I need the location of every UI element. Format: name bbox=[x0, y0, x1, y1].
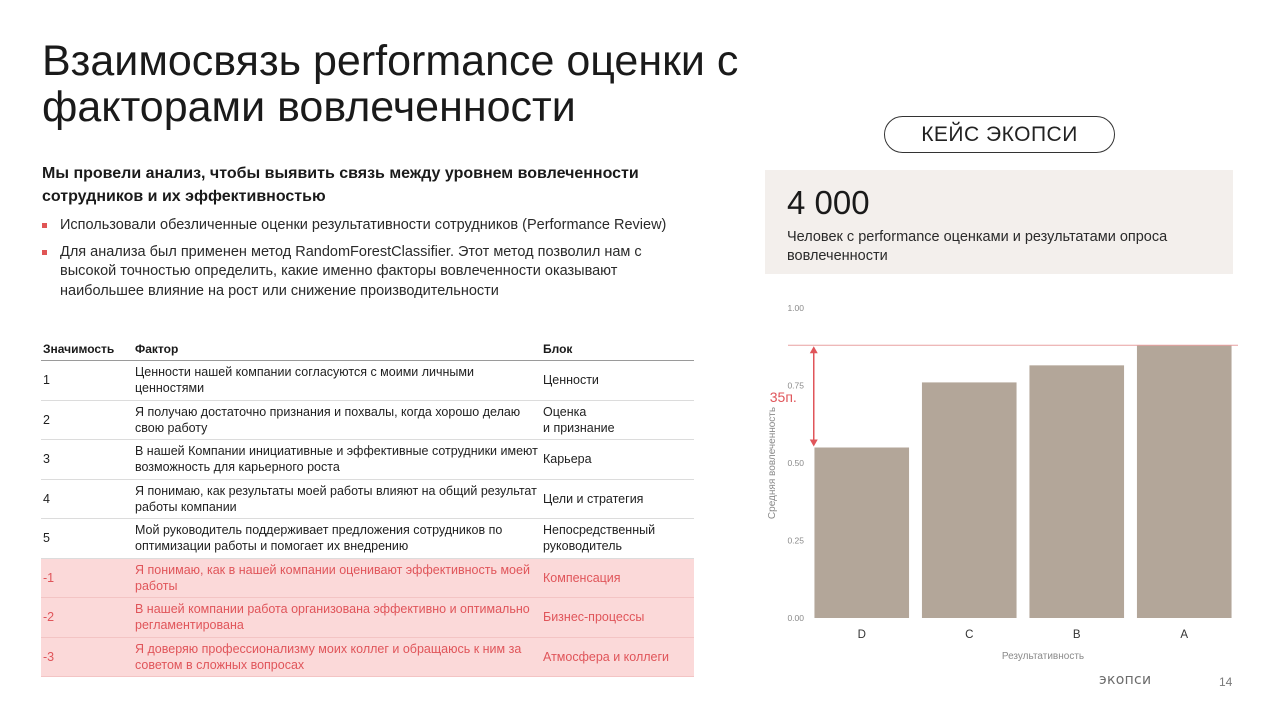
factor-cell: Я понимаю, как в нашей компании оценивают эффективность моей работы bbox=[133, 558, 541, 598]
page-number: 14 bbox=[1219, 675, 1233, 689]
table-row bbox=[41, 558, 694, 598]
block-cell: Карьера bbox=[541, 440, 694, 480]
arrow-down-icon bbox=[810, 440, 818, 447]
bullet-text: Использовали обезличенные оценки результативности сотрудников (Performance Review) bbox=[60, 217, 667, 233]
arrow-up-icon bbox=[810, 346, 818, 353]
rank-cell: 1 bbox=[41, 361, 133, 401]
bullet-square-icon bbox=[42, 223, 47, 228]
table-row bbox=[41, 400, 694, 440]
y-tick-label: 0.75 bbox=[787, 380, 804, 391]
block-cell: Компенсация bbox=[541, 558, 694, 598]
table-body bbox=[41, 361, 694, 677]
bullet-list bbox=[42, 216, 692, 301]
bar-d bbox=[814, 448, 909, 619]
chart-svg bbox=[760, 295, 1240, 670]
factor-cell: Ценности нашей компании согласуются с моими личными ценностями bbox=[133, 361, 541, 401]
factor-cell: Мой руководитель поддерживает предложения сотрудников по оптимизации работы и помогает их внедрению bbox=[133, 519, 541, 559]
bar-b bbox=[1029, 365, 1124, 618]
factor-table bbox=[41, 339, 694, 677]
stat-box bbox=[765, 170, 1233, 274]
table-row bbox=[41, 519, 694, 559]
table-row bbox=[41, 440, 694, 480]
header-rank: Значимость bbox=[41, 339, 133, 361]
rank-cell: 5 bbox=[41, 519, 133, 559]
bar-c bbox=[922, 382, 1017, 618]
rank-cell: 3 bbox=[41, 440, 133, 480]
block-cell: Бизнес-процессы bbox=[541, 598, 694, 638]
y-tick-label: 0.50 bbox=[787, 458, 804, 468]
header-block: Блок bbox=[541, 339, 694, 361]
difference-label: 35п. bbox=[769, 389, 797, 406]
table-row bbox=[41, 598, 694, 638]
table-row bbox=[41, 479, 694, 519]
rank-cell: 2 bbox=[41, 400, 133, 440]
table-row bbox=[41, 637, 694, 677]
rank-cell: -2 bbox=[41, 598, 133, 638]
case-badge: КЕЙС ЭКОПСИ bbox=[884, 116, 1115, 153]
intro-section bbox=[42, 162, 692, 308]
bullet-item bbox=[42, 216, 692, 236]
y-tick-label: 1.00 bbox=[787, 303, 804, 313]
x-tick-label: B bbox=[1072, 629, 1081, 641]
x-axis-label: Результативность bbox=[1001, 651, 1085, 662]
x-tick-label: C bbox=[965, 629, 974, 641]
rank-cell: -3 bbox=[41, 637, 133, 677]
x-tick-label: D bbox=[857, 629, 866, 641]
bullet-square-icon bbox=[42, 250, 47, 255]
bullet-item bbox=[42, 243, 692, 302]
rank-cell: 4 bbox=[41, 479, 133, 519]
y-tick-label: 0.25 bbox=[787, 535, 804, 546]
factor-cell: В нашей Компании инициативные и эффективные сотрудники имеют возможность для карьерного роста bbox=[133, 440, 541, 480]
y-tick-label: 0.00 bbox=[787, 613, 804, 623]
block-cell: Ценности bbox=[541, 361, 694, 401]
y-axis-label: Средняя вовлеченность bbox=[767, 406, 778, 520]
factor-cell: Я получаю достаточно признания и похвалы, когда хорошо делаю свою работу bbox=[133, 400, 541, 440]
slide-title: Взаимосвязь performance оценки с факторами вовлеченности bbox=[42, 37, 739, 131]
bullet-text: Для анализа был применен метод RandomForestClassifier. Этот метод позволил нам с высокой точностью определить, какие именно факторы вовлеченности оказывают наибольшее влияние на рост или снижение производительности bbox=[60, 243, 642, 299]
bar-a bbox=[1137, 345, 1232, 618]
engagement-bar-chart bbox=[760, 295, 1240, 670]
ecopsy-logo: экопси bbox=[1099, 672, 1152, 688]
factor-cell: В нашей компании работа организована эффективно и оптимально регламентирована bbox=[133, 598, 541, 638]
block-cell: Цели и стратегия bbox=[541, 479, 694, 519]
table-header-row bbox=[41, 339, 694, 361]
header-factor: Фактор bbox=[133, 339, 541, 361]
block-cell: Непосредственный руководитель bbox=[541, 519, 694, 559]
intro-heading: Мы провели анализ, чтобы выявить связь между уровнем вовлеченности сотрудников и их эффективностью bbox=[42, 165, 639, 205]
factor-cell: Я понимаю, как результаты моей работы влияют на общий результат работы компании bbox=[133, 479, 541, 519]
factor-cell: Я доверяю профессионализму моих коллег и обращаюсь к ним за советом в сложных вопросах bbox=[133, 637, 541, 677]
stat-label: Человек с performance оценками и результатами опроса вовлеченности bbox=[787, 229, 1168, 264]
table-row bbox=[41, 361, 694, 401]
rank-cell: -1 bbox=[41, 558, 133, 598]
block-cell: Оценка и признание bbox=[541, 400, 694, 440]
block-cell: Атмосфера и коллеги bbox=[541, 637, 694, 677]
x-tick-label: A bbox=[1180, 629, 1189, 641]
stat-value: 4 000 bbox=[787, 184, 870, 221]
